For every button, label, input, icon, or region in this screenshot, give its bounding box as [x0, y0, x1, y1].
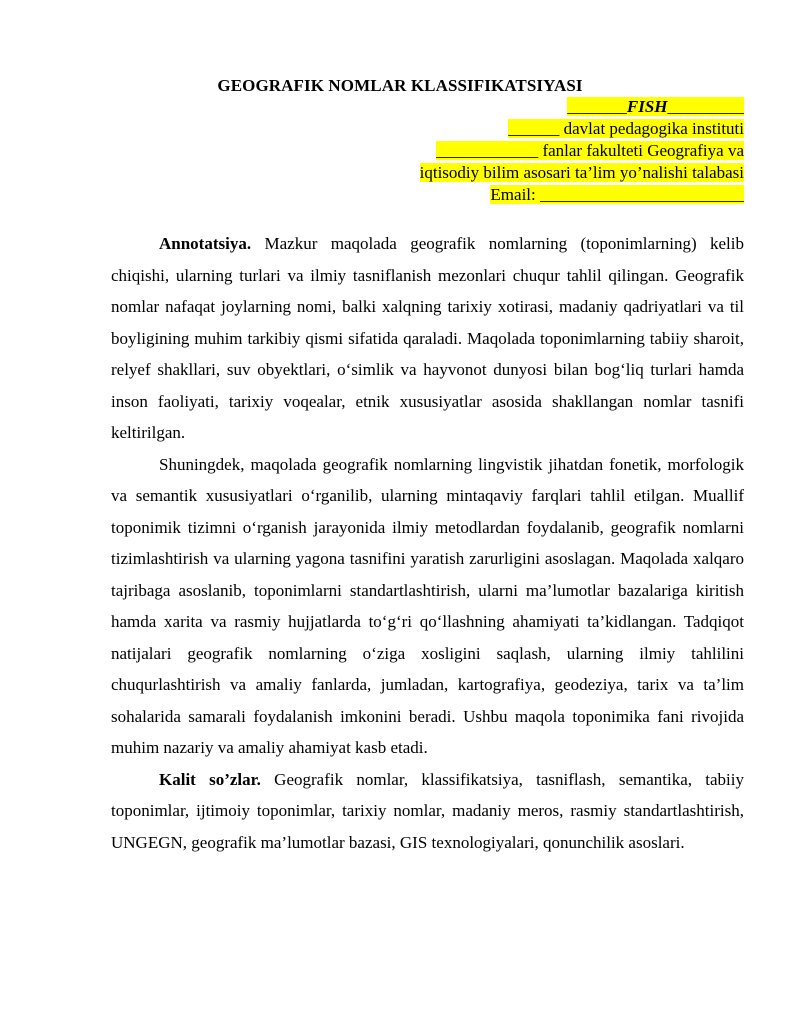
author-program: iqtisodiy bilim asosari ta’lim yo’nalishi talabasi — [419, 163, 744, 182]
keywords-paragraph — [111, 764, 744, 859]
article-body — [111, 228, 744, 858]
author-institute: ______ davlat pedagogika instituti — [508, 119, 744, 138]
keywords-label: Kalit so’zlar. — [159, 769, 261, 789]
abstract-label: Annotatsiya. — [159, 234, 252, 253]
author-faculty-line — [420, 140, 744, 162]
body-paragraph: Shuningdek, maqolada geografik nomlarning lingvistik jihatdan fonetik, morfologik va semantik xususiyatlari o‘rganilib, ularning mintaqaviy farqlari tahlil etilgan. Muallif toponimik tizimni o‘rganish jarayonida ilmiy metodlardan foydalanib, geografik nomlarni tizimlashtirish va ularning yagona tasnifini yaratish zarurligini asoslagan. Maqolada xalqaro tajribaga asoslanib, toponimlarni standartlashtirish, ularni ma’lumotlar bazalariga kiritish hamda xarita va rasmiy hujjatlarda to‘g‘ri qo‘llashning ahamiyati ta’kidlangan. Tadqiqot natijalari geografik nomlarning o‘ziga xosligini saqlash, ularning ilmiy tahlilini chuqurlashtirish va amaliy fanlarda, jumladan, kartografiya, geodeziya, tarix va ta’lim sohalarida samarali foydalanish imkonini beradi. Ushbu maqola toponimika fani rivojida muhim nazariy va amaliy ahamiyat kasb etadi. — [111, 454, 744, 757]
author-block — [420, 96, 744, 206]
author-name: FISH — [626, 97, 668, 116]
author-program-line — [420, 162, 744, 184]
author-email-line — [420, 184, 744, 206]
author-name-line — [420, 96, 744, 118]
author-email: Email: ________________________ — [490, 185, 744, 204]
author-faculty: ____________ fanlar fakulteti Geografiya va — [436, 141, 744, 160]
keywords-text: Geografik nomlar, klassifikatsiya, tasniflash, semantika, tabiiy toponimlar, ijtimoiy toponimlar, tarixiy nomlar, madaniy meros, rasmiy standartlashtirish, UNGEGN, geografik ma’lumotlar bazasi, GIS texnologiyalari, qonunchilik asoslari. — [111, 769, 744, 852]
author-name-prefix: _______ — [567, 97, 627, 116]
abstract-paragraph — [111, 228, 744, 449]
paper-title: GEOGRAFIK NOMLAR KLASSIFIKATSIYASI — [217, 76, 583, 95]
author-name-suffix: _________ — [667, 97, 744, 116]
author-institute-line — [420, 118, 744, 140]
abstract-text: Mazkur maqolada geografik nomlarning (toponimlarning) kelib chiqishi, ularning turlari va ilmiy tasniflanish mezonlari chuqur tahlil qilingan. Geografik nomlar nafaqat joylarning nomi, balki xalqning tarixiy xotirasi, madaniy qadriyatlari va til boyligining muhim tarkibiy qismi sifatida qaraladi. Maqolada toponimlarning tabiiy sharoit, relyef shakllari, suv obyektlari, o‘simlik va hayvonot dunyosi bilan bog‘liq turlari hamda inson faoliyati, tarixiy voqealar, etnik xususiyatlar asosida shakllangan nomlar tasnifi keltirilgan. — [111, 234, 744, 442]
